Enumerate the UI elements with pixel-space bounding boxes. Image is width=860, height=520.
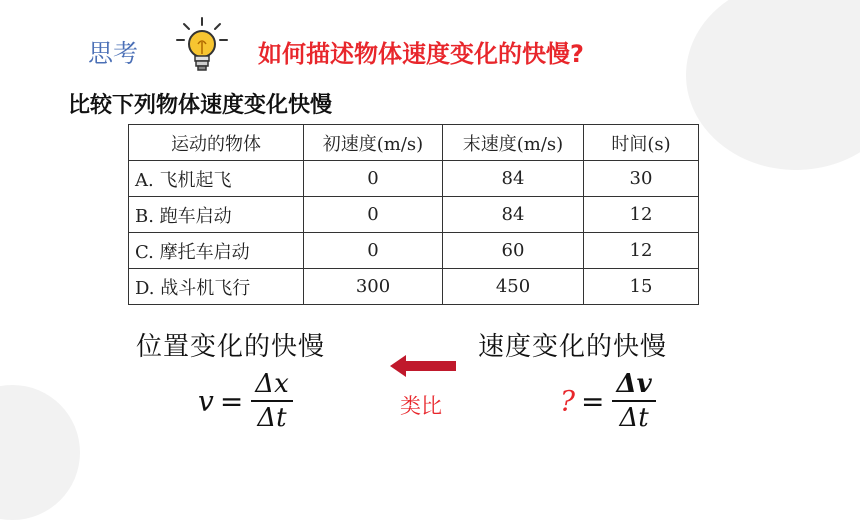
table-cell: 12 xyxy=(584,197,699,233)
formula-equals: = xyxy=(219,384,244,418)
table-cell: 300 xyxy=(304,269,443,305)
table-cell: D. 战斗机飞行 xyxy=(129,269,304,305)
acceleration-formula xyxy=(560,368,656,434)
table-cell: 84 xyxy=(443,161,584,197)
formula-equals: = xyxy=(581,384,605,418)
table-cell: 30 xyxy=(584,161,699,197)
velocity-change-label: 速度变化的快慢 xyxy=(478,332,668,362)
formula-fraction xyxy=(251,368,292,434)
formula-denominator: Δt xyxy=(257,403,287,433)
table-cell: 12 xyxy=(584,233,699,269)
column-header: 初速度(m/s) xyxy=(304,125,443,161)
table-cell: 450 xyxy=(443,269,584,305)
comparison-table xyxy=(128,124,699,305)
lightbulb-icon xyxy=(174,16,230,80)
table-cell: 84 xyxy=(443,197,584,233)
table-header-row xyxy=(129,125,699,161)
table-row xyxy=(129,233,699,269)
decorative-circle-top-right xyxy=(686,0,860,170)
formula-lhs: v xyxy=(198,384,214,418)
column-header: 时间(s) xyxy=(584,125,699,161)
table-cell: 0 xyxy=(304,197,443,233)
table-cell: 60 xyxy=(443,233,584,269)
table-cell: 0 xyxy=(304,233,443,269)
formula-denominator: Δt xyxy=(619,403,649,433)
decorative-circle-bottom-left xyxy=(0,385,80,520)
question-title: 如何描述物体速度变化的快慢? xyxy=(258,40,584,68)
table-cell: A. 飞机起飞 xyxy=(129,161,304,197)
table-row xyxy=(129,269,699,305)
analogy-label: 类比 xyxy=(400,394,442,418)
formula-unknown: ? xyxy=(560,384,576,418)
formula-numerator: Δv xyxy=(616,369,652,399)
table-row xyxy=(129,197,699,233)
column-header: 运动的物体 xyxy=(129,125,304,161)
table-row xyxy=(129,161,699,197)
formula-numerator: Δx xyxy=(255,369,289,399)
table-cell: 0 xyxy=(304,161,443,197)
left-arrow-icon xyxy=(390,355,456,377)
think-label: 思考 xyxy=(88,39,139,68)
velocity-formula xyxy=(198,368,293,434)
table-cell: 15 xyxy=(584,269,699,305)
table-cell: C. 摩托车启动 xyxy=(129,233,304,269)
section-title: 比较下列物体速度变化快慢 xyxy=(68,93,333,118)
column-header: 末速度(m/s) xyxy=(443,125,584,161)
formula-fraction xyxy=(612,368,655,434)
position-change-label: 位置变化的快慢 xyxy=(136,332,326,362)
table-cell: B. 跑车启动 xyxy=(129,197,304,233)
